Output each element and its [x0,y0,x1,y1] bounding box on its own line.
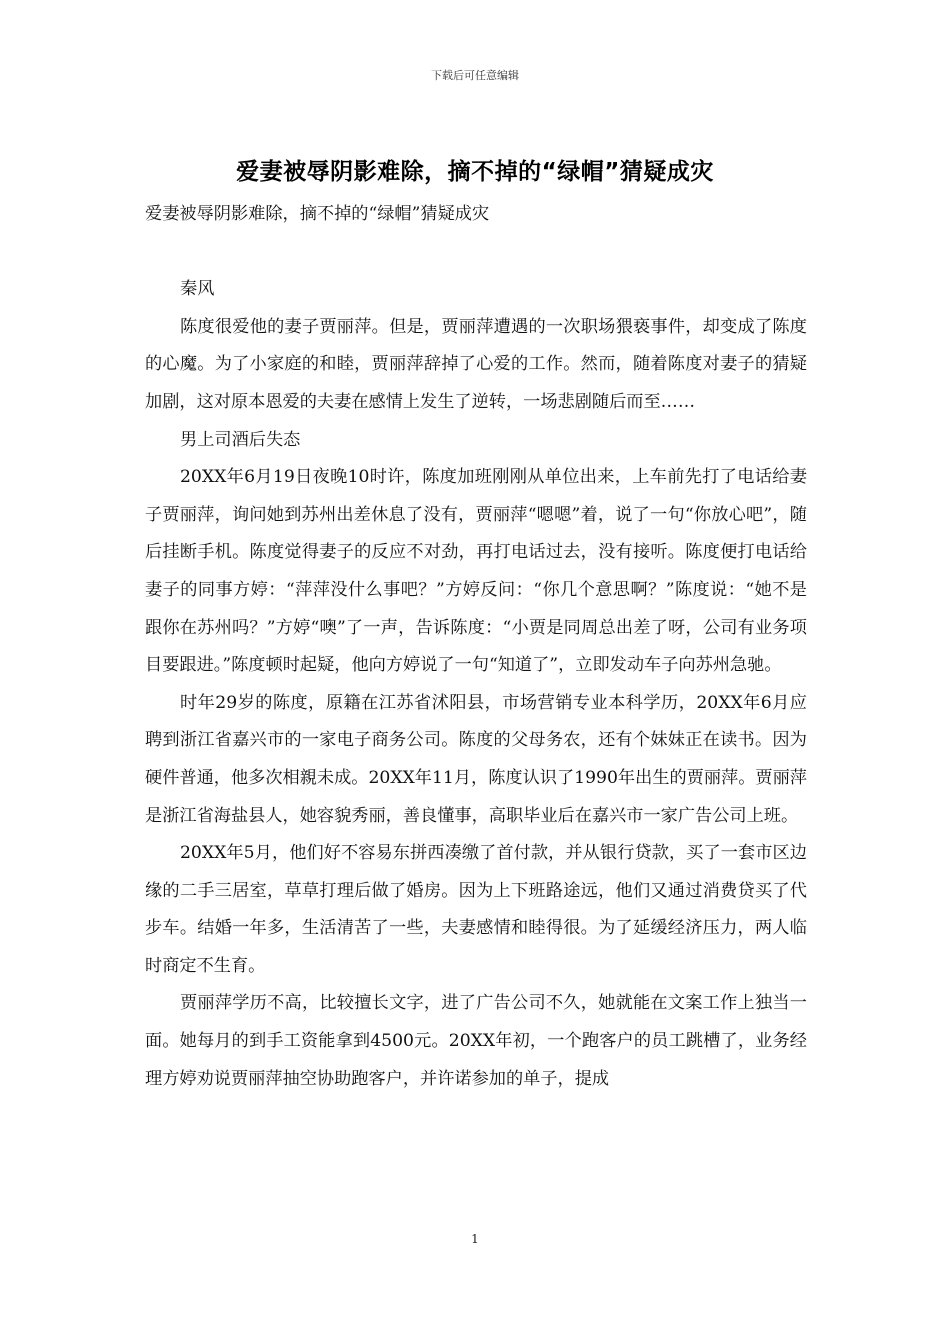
header-note: 下载后可任意编辑 [431,69,519,82]
section-heading: 男上司酒后失态 [180,429,301,450]
document-body [145,196,807,1098]
page-number: 1 [471,1232,479,1246]
author-line: 秦风 [180,279,215,300]
paragraph: 20XX年6月19日夜晚10时许，陈度加班刚刚从单位出来，上车前先打了电话给妻子贾丽萍，询问她到苏州出差休息了没有，贾丽萍“嗯嗯”着，说了一句“你放心吧”，随后挂断手机。陈度觉得妻子的反应不对劲，再打电话过去，没有接听。陈度便打电话给妻子的同事方婷：“萍萍没什么事吧？”方婷反问：“你几个意思啊？”陈度说：“她不是跟你在苏州吗？”方婷“噢”了一声，告诉陈度：“小贾是同周总出差了呀，公司有业务项目要跟进。”陈度顿时起疑，他向方婷说了一句“知道了”，立即发动车子向苏州急驰。 [145,467,807,676]
paragraph: 20XX年5月，他们好不容易东拼西凑缴了首付款，并从银行贷款，买了一套市区边缘的二手三居室，草草打理后做了婚房。因为上下班路途远，他们又通过消费贷买了代步车。结婚一年多，生活清苦了一些，夫妻感情和睦得很。为了延缓经济压力，两人临时商定不生育。 [145,843,807,976]
paragraph: 贾丽萍学历不高，比较擅长文字，进了广告公司不久，她就能在文案工作上独当一面。她每月的到手工资能拿到4500元。20XX年初，一个跑客户的员工跳槽了，业务经理方婷劝说贾丽萍抽空协助跑客户，并许诺参加的单子，提成 [145,993,807,1089]
document-subtitle: 爱妻被辱阴影难除，摘不掉的“绿帽”猜疑成灾 [145,204,490,224]
paragraph: 陈度很爱他的妻子贾丽萍。但是，贾丽萍遭遇的一次职场猥亵事件，却变成了陈度的心魔。为了小家庭的和睦，贾丽萍辞掉了心爱的工作。然而，随着陈度对妻子的猜疑加剧，这对原本恩爱的夫妻在感情上发生了逆转，一场悲剧随后而至…… [145,316,807,412]
document-title: 爱妻被辱阴影难除，摘不掉的“绿帽”猜疑成灾 [236,159,714,185]
paragraph: 时年29岁的陈度，原籍在江苏省沭阳县，市场营销专业本科学历，20XX年6月应聘到浙江省嘉兴市的一家电子商务公司。陈度的父母务农，还有个妹妹正在读书。因为硬件普通，他多次相親未成。20XX年11月，陈度认识了1990年出生的贾丽萍。贾丽萍是浙江省海盐县人，她容貌秀丽，善良懂事，高职毕业后在嘉兴市一家广告公司上班。 [145,692,807,826]
blank-line [145,234,807,272]
